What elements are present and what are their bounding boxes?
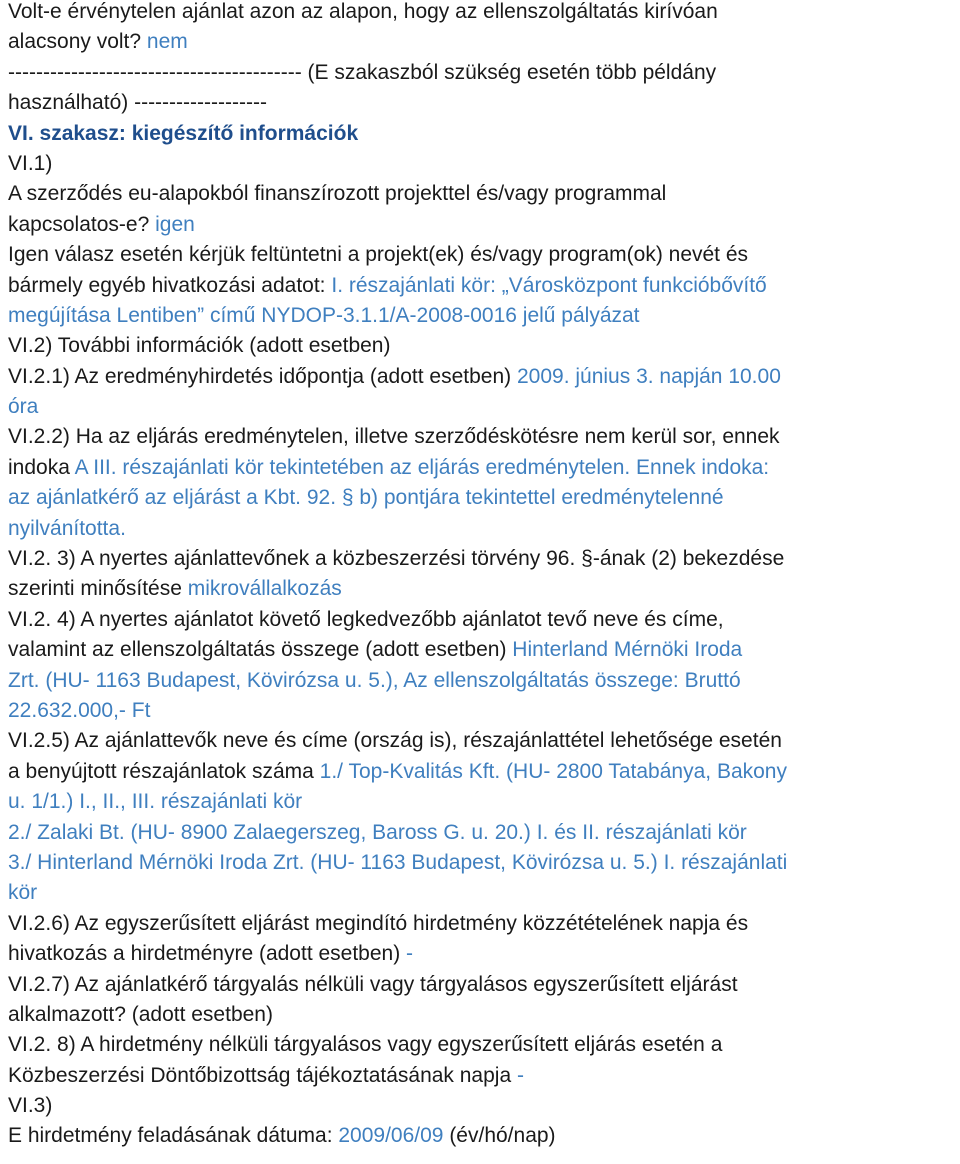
text-line — [8, 301, 956, 331]
field-label: bármely egyéb hivatkozási adatot: — [8, 273, 332, 297]
answer-value: A III. részajánlati kör tekintetében az eljárás eredménytelen. Ennek indoka: — [74, 455, 770, 479]
text-line — [8, 0, 956, 27]
answer-value: óra — [8, 395, 39, 419]
text-line — [8, 1121, 956, 1151]
answer-value: I. részajánlati kör: „Városközpont funkcióbővítő — [331, 273, 767, 297]
answer-value: megújítása Lentiben” című NYDOP-3.1.1/A-2008-0016 jelű pályázat — [8, 303, 640, 327]
field-label: Igen válasz esetén kérjük feltüntetni a projekt(ek) és/vagy program(ok) nevét és — [8, 243, 749, 267]
field-label: VI.2. 4) A nyertes ajánlatot követő legkedvezőbb ajánlatot tevő neve és címe, — [8, 607, 724, 631]
text-line — [8, 392, 956, 422]
answer-value: az ajánlatkérő az eljárást a Kbt. 92. § b) pontjára tekintettel eredménytelenné — [8, 486, 724, 510]
field-label: VI.2.7) Az ajánlatkérő tárgyalás nélküli vagy tárgyalásos egyszerűsített eljárást — [8, 972, 738, 996]
answer-value: 22.632.000,- Ft — [8, 698, 151, 722]
field-label: ------------------------------------------ (E szakaszból szükség esetén több példány — [8, 60, 717, 84]
text-line — [8, 240, 956, 270]
answer-value: 3./ Hinterland Mérnöki Iroda Zrt. (HU- 1163 Budapest, Kövirózsa u. 5.) I. részajánlati — [8, 850, 788, 874]
section-heading: VI. szakasz: kiegészítő információk — [8, 121, 359, 145]
answer-value: Hinterland Mérnöki Iroda — [512, 638, 743, 662]
field-label: valamint az ellenszolgáltatás összege (adott esetben) — [8, 638, 513, 662]
text-line — [8, 422, 956, 452]
text-line — [8, 1091, 956, 1121]
answer-value: u. 1/1.) I., II., III. részajánlati kör — [8, 790, 303, 814]
text-line — [8, 666, 956, 696]
text-line — [8, 58, 956, 88]
answer-value: nyilvánította. — [8, 516, 126, 540]
text-line — [8, 453, 956, 483]
field-label: VI.2.6) Az egyszerűsített eljárást megindító hirdetmény közzétételének napja és — [8, 911, 749, 935]
answer-value: nem — [146, 30, 188, 54]
text-line — [8, 483, 956, 513]
text-line — [8, 210, 956, 240]
text-line — [8, 1030, 956, 1060]
text-line — [8, 27, 956, 57]
answer-value: - — [516, 1063, 524, 1087]
field-label: (év/hó/nap) — [443, 1124, 556, 1148]
text-line — [8, 909, 956, 939]
answer-value: 1./ Top-Kvalitás Kft. (HU- 2800 Tatabánya, Bakony — [319, 759, 787, 783]
text-line — [8, 544, 956, 574]
field-label: E hirdetmény feladásának dátuma: — [8, 1124, 339, 1148]
field-label: VI.3) — [8, 1094, 53, 1118]
field-label: Volt-e érvénytelen ajánlat azon az alapon, hogy az ellenszolgáltatás kirívóan — [8, 0, 718, 23]
answer-value: mikrovállalkozás — [187, 577, 342, 601]
text-line — [8, 119, 956, 149]
field-label: alacsony volt? — [8, 30, 147, 54]
text-line — [8, 757, 956, 787]
text-line — [8, 88, 956, 118]
field-label: a benyújtott részajánlatok száma — [8, 759, 320, 783]
answer-value: igen — [155, 212, 195, 236]
field-label: szerinti minősítése — [8, 577, 188, 601]
text-line — [8, 726, 956, 756]
answer-value: 2009/06/09 — [338, 1124, 444, 1148]
text-line — [8, 1000, 956, 1030]
text-line — [8, 696, 956, 726]
field-label: VI.2.2) Ha az eljárás eredménytelen, illetve szerződéskötésre nem kerül sor, ennek — [8, 425, 780, 449]
field-label: alkalmazott? (adott esetben) — [8, 1002, 273, 1026]
text-line — [8, 514, 956, 544]
procurement-notice-text — [8, 0, 956, 1152]
text-line — [8, 605, 956, 635]
text-line — [8, 1061, 956, 1091]
text-line — [8, 574, 956, 604]
text-line — [8, 331, 956, 361]
field-label: hivatkozás a hirdetményre (adott esetben) — [8, 942, 407, 966]
answer-value: 2009. június 3. napján 10.00 — [516, 364, 781, 388]
text-line — [8, 787, 956, 817]
field-label: VI.2.1) Az eredményhirdetés időpontja (adott esetben) — [8, 364, 517, 388]
text-line — [8, 848, 956, 878]
answer-value: Zrt. (HU- 1163 Budapest, Kövirózsa u. 5.), Az ellenszolgáltatás összege: Bruttó — [8, 668, 741, 692]
text-line — [8, 939, 956, 969]
text-line — [8, 271, 956, 301]
field-label: használható) ------------------- — [8, 91, 267, 115]
field-label: VI.2.5) Az ajánlattevők neve és címe (ország is), részajánlattétel lehetősége esetén — [8, 729, 782, 753]
text-line — [8, 818, 956, 848]
field-label: VI.1) — [8, 151, 53, 175]
field-label: VI.2. 8) A hirdetmény nélküli tárgyalásos vagy egyszerűsített eljárás esetén a — [8, 1033, 723, 1057]
field-label: kapcsolatos-e? — [8, 212, 156, 236]
field-label: VI.2. 3) A nyertes ajánlattevőnek a közbeszerzési törvény 96. §-ának (2) bekezdése — [8, 547, 785, 571]
answer-value: 2./ Zalaki Bt. (HU- 8900 Zalaegerszeg, Baross G. u. 20.) I. és II. részajánlati kör — [8, 820, 747, 844]
field-label: VI.2) További információk (adott esetben) — [8, 334, 391, 358]
answer-value: kör — [8, 881, 38, 905]
text-line — [8, 362, 956, 392]
field-label: A szerződés eu-alapokból finanszírozott projekttel és/vagy programmal — [8, 182, 667, 206]
answer-value: - — [406, 942, 414, 966]
text-line — [8, 878, 956, 908]
text-line — [8, 179, 956, 209]
field-label: indoka — [8, 455, 75, 479]
text-line — [8, 635, 956, 665]
text-line — [8, 970, 956, 1000]
text-line — [8, 149, 956, 179]
field-label: Közbeszerzési Döntőbizottság tájékoztatásának napja — [8, 1063, 517, 1087]
